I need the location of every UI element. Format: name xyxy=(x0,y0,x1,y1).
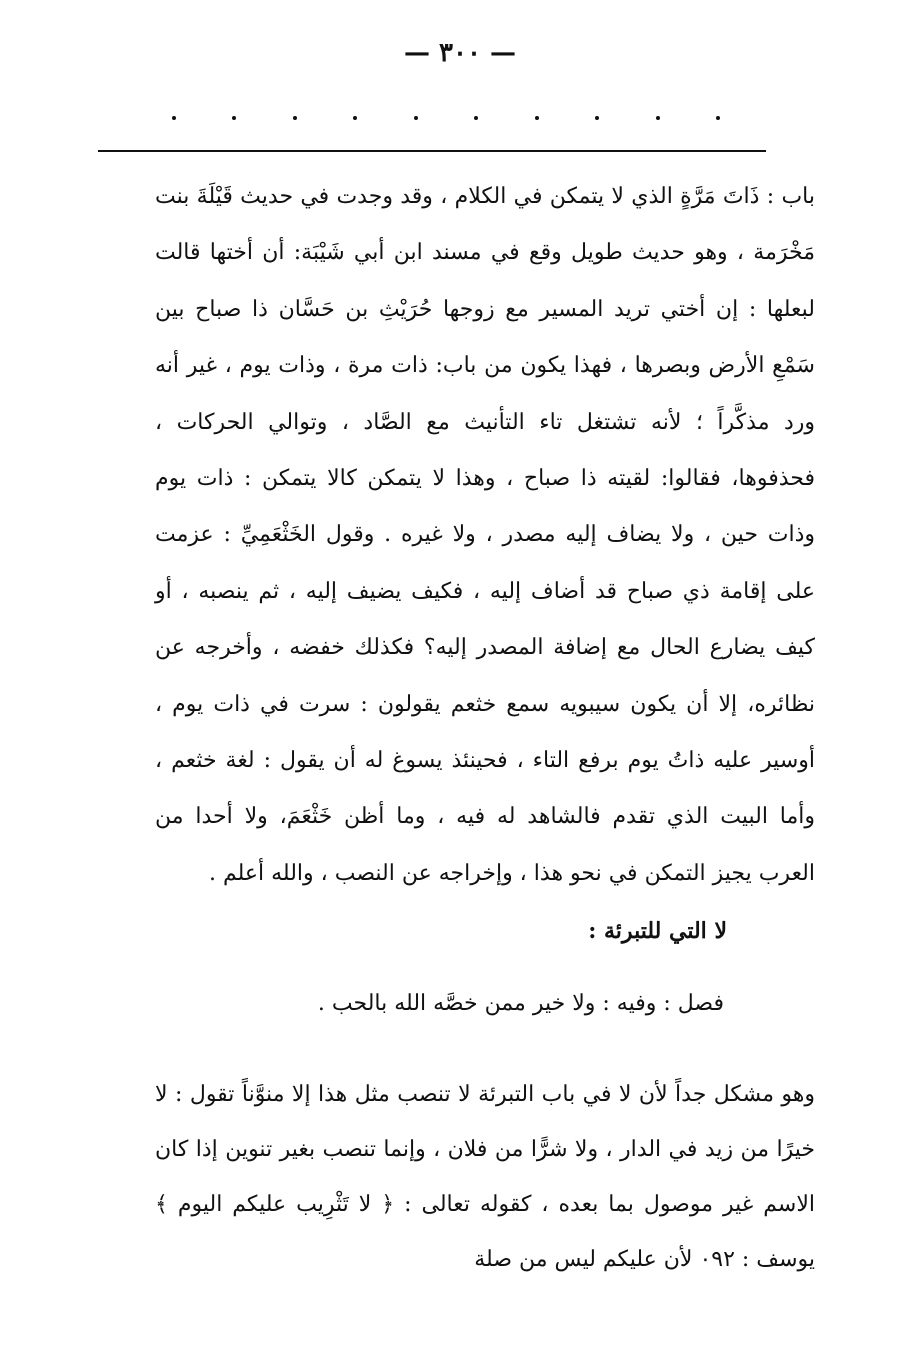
dot-leader-row xyxy=(172,116,720,120)
leader-dot xyxy=(232,116,236,120)
section-subline: فصل : وفيه : ولا خير ممن خصَّه الله بالحب . xyxy=(317,991,724,1016)
body-paragraph-1: باب : ذَاتَ مَرَّةٍ الذي لا يتمكن في الكلام ، وقد وجدت في حديث قَيْلَةَ بنت مَخْرَمة ، وهو حديث طويل وقع في مسند ابن أبي شَيْبَة: أن أختها قالت لبعلها : إن أختي تريد المسير مع زوجها حُرَيْثِ بن حَسَّان ذا صباح بين سَمْعِ الأرض وبصرها ، فهذا يكون من باب: ذات مرة ، وذات يوم ، غير أنه ورد مذكَّراً ؛ لأنه تشتغل تاء التأنيث مع الصَّاد ، وتوالي الحركات ، فحذفوها، فقالوا: لقيته ذا صباح ، وهذا لا يتمكن كالا يتمكن : ذات يوم وذات حين ، ولا يضاف إليه مصدر ، ولا غيره . وقول الخَثْعَمِيِّ : عزمت على إقامة ذي صباح قد أضاف إليه ، فكيف يضيف إليه ، ثم ينصبه ، أو كيف يضارع الحال مع إضافة المصدر إليه؟ فكذلك خفضه ، وأخرجه عن نظائره، إلا أن يكون سيبويه سمع خثعم يقولون : سرت في ذات يوم ، أوسير عليه ذاتُ يوم برفع التاء ، فحينئذ يسوغ له أن يقول : لغة خثعم ، وأما البيت الذي تقدم فالشاهد له فيه ، وما أظن خَثْعَمَ، ولا أحدا من العرب يجيز التمكن في نحو هذا ، وإخراجه عن النصب ، والله أعلم . xyxy=(155,184,815,886)
leader-dot xyxy=(353,116,357,120)
leader-dot xyxy=(293,116,297,120)
leader-dot xyxy=(414,116,418,120)
body-paragraph-2: وهو مشكل جداً لأن لا في باب التبرئة لا تنصب مثل هذا إلا منوَّناً تقول : لا خيرًا من زيد في الدار ، ولا شرًّا من فلان ، وإنما تنصب بغير تنوين إذا كان الاسم غير موصول بما بعده ، كقوله تعالى : ﴿ لا تَثْرِيب عليكم اليوم ﴾ يوسف : ٠٩٢ لأن عليكم ليس من صلة xyxy=(155,1082,815,1272)
leader-dot xyxy=(656,116,660,120)
leader-dot xyxy=(716,116,720,120)
leader-dot xyxy=(172,116,176,120)
page-number: — ٣٠٠ — xyxy=(403,38,517,68)
header-rule xyxy=(98,150,766,152)
section-heading: لا التي للتبرئة : xyxy=(588,918,727,944)
leader-dot xyxy=(535,116,539,120)
leader-dot xyxy=(595,116,599,120)
leader-dot xyxy=(474,116,478,120)
